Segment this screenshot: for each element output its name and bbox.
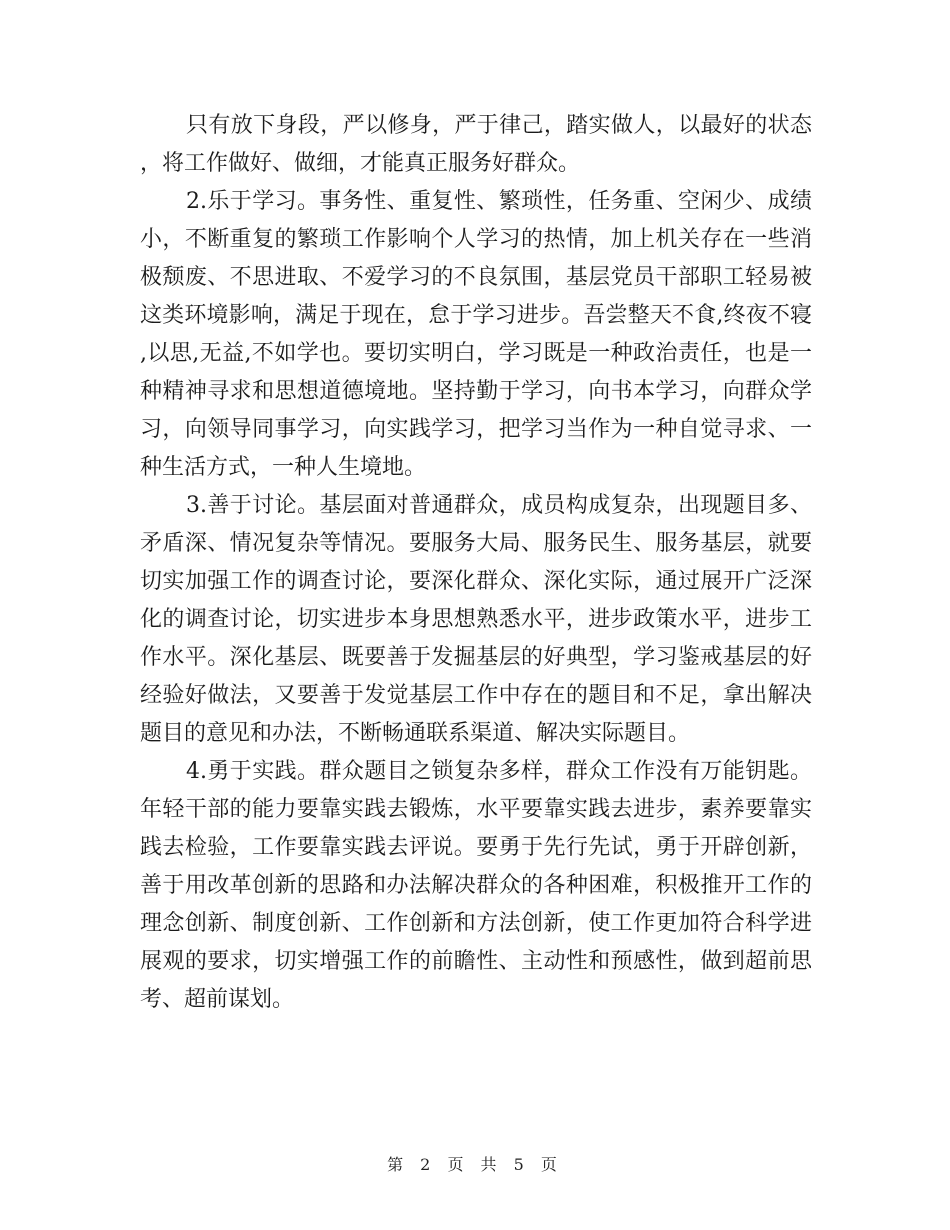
document-body xyxy=(140,107,812,1019)
paragraph-2-learning: 2.乐于学习。事务性、重复性、繁琐性，任务重、空闲少、成绩小，不断重复的繁琐工作影响个人学习的热情，加上机关存在一些消极颓废、不思进取、不爱学习的不良氛围，基层党员干部职工轻易被这类环境影响，满足于现在，怠于学习进步。吾尝整天不食,终夜不寝,以思,无益,不如学也。要切实明白，学习既是一种政治责任，也是一种精神寻求和思想道德境地。坚持勤于学习，向书本学习，向群众学习，向领导同事学习，向实践学习，把学习当作为一种自觉寻求、一种生活方式，一种人生境地。 xyxy=(140,189,812,480)
page-number-footer: 第 2 页 共 5 页 xyxy=(387,1155,563,1174)
paragraph-4-practice: 4.勇于实践。群众题目之锁复杂多样，群众工作没有万能钥匙。年轻干部的能力要靠实践去锻炼，水平要靠实践去进步，素养要靠实践去检验，工作要靠实践去评说。要勇于先行先试，勇于开辟创新，善于用改革创新的思路和办法解决群众的各种困难，积极推开工作的理念创新、制度创新、工作创新和方法创新，使工作更加符合科学进展观的要求，切实增强工作的前瞻性、主动性和预感性，做到超前思考、超前谋划。 xyxy=(140,759,812,1012)
paragraph-1: 只有放下身段，严以修身，严于律己，踏实做人，以最好的状态，将工作做好、做细，才能真正服务好群众。 xyxy=(140,113,812,176)
paragraph-3-discussion: 3.善于讨论。基层面对普通群众，成员构成复杂，出现题目多、矛盾深、情况复杂等情况。要服务大局、服务民生、服务基层，就要切实加强工作的调查讨论，要深化群众、深化实际，通过展开广泛深化的调查讨论，切实进步本身思想熟悉水平，进步政策水平，进步工作水平。深化基层、既要善于发掘基层的好典型，学习鉴戒基层的好经验好做法，又要善于发觉基层工作中存在的题目和不足，拿出解决题目的意见和办法，不断畅通联系渠道、解决实际题目。 xyxy=(140,493,812,746)
